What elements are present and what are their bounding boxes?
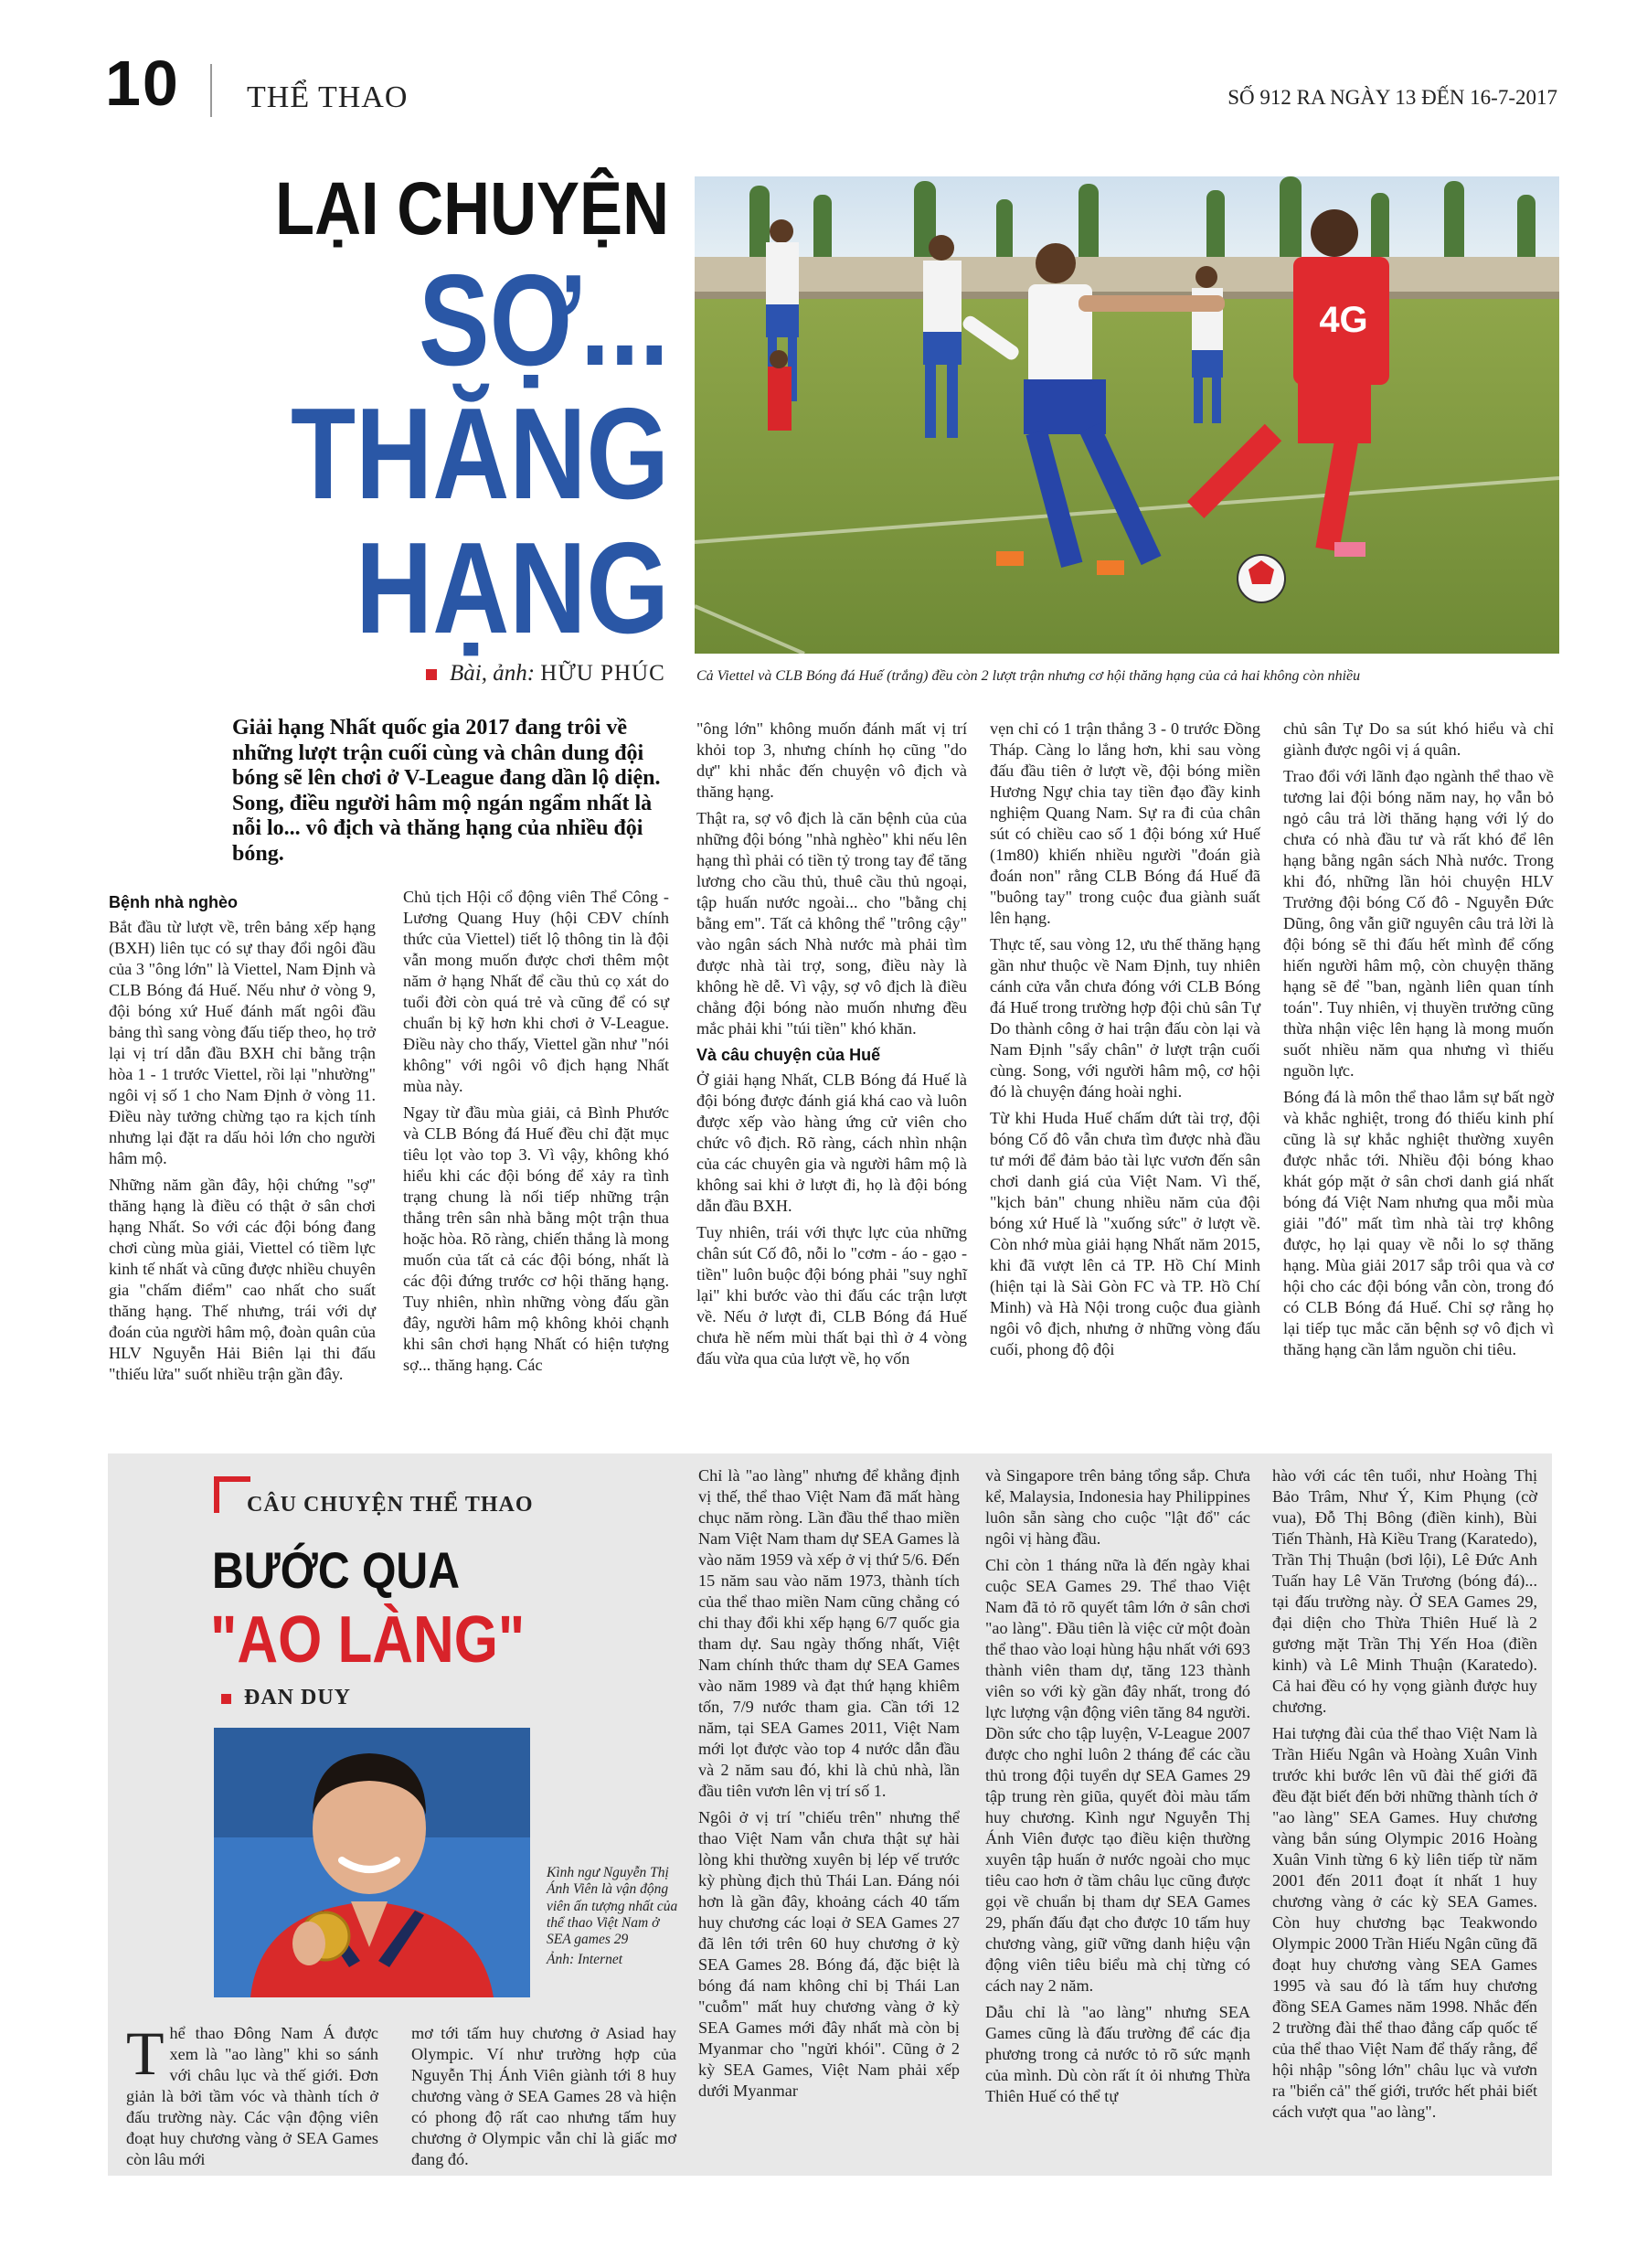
paragraph: Trao đổi với lãnh đạo ngành thể thao về tương lai đội bóng năm nay, họ vẫn bỏ ngỏ câu trả lời thăng hạng với lý do chưa có nhà đầu tư và rất khó để lên hạng bằng ngân sách Nhà nước. Trong khi đó, những lần hỏi chuyện HLV Trưởng đội bóng Cố đô - Nguyễn Đức Dũng, ông vẫn giữ nguyên câu trả lời là đội bóng sẽ thi đấu hết mình để cống hiến người hâm mộ, còn chuyện thăng hạng sẽ để "ban, ngành liên quan tính toán". Tuy nhiên, vị thuyền trưởng cũng thừa nhận việc lên hạng là mong muốn suốt nhiều năm qua nhưng vì thiếu nguồn lực. [1283, 767, 1554, 1081]
article2-paragraph: mơ tới tấm huy chương ở Asiad hay Olympic. Ví như trường hợp của Nguyễn Thị Ánh Viên giành tới 8 huy chương vàng ở SEA Games 28 và hiện có phong độ rất cao nhưng tấm huy chương ở Olympic vẫn chỉ là giấc mơ đang đó. [411, 2024, 676, 2169]
paragraph: Bóng đá là môn thể thao lắm sự bất ngờ và khắc nghiệt, trong đó thiếu kinh phí cũng là sự khắc nghiệt thường xuyên được nhắc tới. Nhiều đội bóng khao khát góp mặt ở sân chơi danh giá nhất bóng đá Việt Nam nhưng qua mỗi mùa giải "đó" mất tìm nhà tài trợ không được, họ lại quay về nỗi lo sợ thăng hạng. Mùa giải 2017 sắp trôi qua và cơ hội cho các đội bóng vẫn còn, trong đó có CLB Bóng đá Huế. Chỉ sợ rằng họ lại tiếp tục mắc căn bệnh sợ vô địch vì thăng hạng cần lắm nguồn chi tiêu. [1283, 1088, 1554, 1359]
paragraph: Thực tế, sau vòng 12, ưu thế thăng hạng gần như thuộc về Nam Định, tuy nhiên cánh cửa vẫn chưa đóng với CLB Bóng đá Huế trong trường hợp đội chủ sân Tự Do thành công ở hai trận đấu còn lại và Nam Định "sẩy chân" ở lượt trận cuối cùng. Song, với người hâm mộ, cơ hội đó là chuyện đáng hoài nghi. [990, 935, 1260, 1102]
article2-column-2 [411, 2023, 676, 2176]
article1-column-3 [696, 719, 967, 1375]
lead-paragraph: Giải hạng Nhất quốc gia 2017 đang trôi về những lượt trận cuối cùng và chân dung đội bóng sẽ lên chơi ở V-League đang dần lộ diện. Song, điều người hâm mộ ngán ngẩm nhất là nỗi lo... vô địch và thăng hạng của nhiều đội bóng. [232, 716, 661, 866]
article2-column-4 [985, 1465, 1250, 2113]
kicker-bracket-icon [214, 1476, 250, 1513]
photo-caption: Cả Viettel và CLB Bóng đá Huế (trắng) đều còn 2 lượt trận nhưng cơ hội thăng hạng của cả hai không còn nhiều [696, 668, 1361, 684]
football-match-illustration [695, 176, 1559, 654]
subheading: Và câu chuyện của Huế [696, 1046, 881, 1065]
paragraph: vẹn chỉ có 1 trận thắng 3 - 0 trước Đồng Tháp. Càng lo lắng hơn, khi sau vòng đấu đầu tiên ở lượt về, đội bóng miền Hương Ngự chia tay tiền đạo đầy kinh nghiệm Quang Nam. Sự ra đi của chân sút có chiều cao số 1 đội bóng xứ Huế (1m80) khiến nhiều người "đoán già đoán non" rằng CLB Bóng đá Huế đã "buông tay" trong cuộc đua giành suất lên hạng. [990, 719, 1260, 928]
issue-info: SỐ 912 RA NGÀY 13 ĐẾN 16-7-2017 [1227, 86, 1557, 109]
headline2-line2: "AO LÀNG" [210, 1603, 526, 1677]
paragraph: Chỉ là "ao làng" nhưng để khẳng định vị thế, thể thao Việt Nam đã mất hàng chục năm ròng. Lần đầu thể thao miền Nam Việt Nam tham dự SEA Games là vào năm 1959 và xếp ở vị thứ 5/6. Đến 15 năm sau vào năm 1973, thành tích của thể thao miền Nam cũng chẳng có chi thay đổi khi xếp hạng 6/7 quốc gia tham dự. Sau ngày thống nhất, Việt Nam chính thức tham dự SEA Games vào năm 1989 và đạt thứ hạng khiêm tốn, 7/9 nước tham gia. Cần tới 12 năm, tại SEA Games 2011, Việt Nam mới lọt được vào top 4 nước dẫn đầu và 2 năm sau đó, khi là chủ nhà, lần đầu tiên vươn lên vị trí số 1. [698, 1466, 960, 1801]
paragraph: hào với các tên tuổi, như Hoàng Thị Bảo Trâm, Như Ý, Kim Phụng (cờ vua), Đỗ Thị Bông (điền kinh), Bùi Tiến Thành, Hà Kiều Trang (Karatedo), Trần Thị Thuận (bơi lội), Lê Đức Anh Tuấn hay Lê Văn Trương (bóng đá)... tại đấu trường này. Ở SEA Games 29, đại diện cho Thừa Thiên Huế là 2 gương mặt Trần Thị Yến Hoa (điền kinh) và Lê Minh Thuận (Karatedo). Cả hai đều có hy vọng giành được huy chương. [1272, 1466, 1537, 1717]
article1-column-2 [403, 887, 669, 1381]
header-divider [210, 64, 212, 117]
article2-column-5 [1272, 1465, 1537, 2128]
article1-column-1 [109, 889, 376, 1390]
swimmer-photo [214, 1728, 530, 1997]
paragraph: "ông lớn" không muốn đánh mất vị trí khỏi top 3, nhưng chính họ cũng "do dự" khi nhắc đến chuyện vô địch và thăng hạng. [696, 719, 967, 802]
bullet-square-icon [221, 1694, 231, 1704]
paragraph: và Singapore trên bảng tổng sắp. Chưa kể, Malaysia, Indonesia hay Philippines luôn sẵn sàng cho cuộc "lật đổ" các ngôi vị hàng đầu. [985, 1466, 1250, 1549]
article2-intro: hể thao Đông Nam Á được xem là "ao làng" khi so sánh với châu lục và thế giới. Đơn giản là bởi tầm vóc và thành tích ở đấu trường này. Các vận động viên đoạt huy chương vàng ở SEA Games còn lâu mới [126, 2024, 378, 2169]
byline-author: HỮU PHÚC [540, 661, 665, 686]
page-number: 10 [105, 48, 180, 119]
football-match-photo [695, 176, 1559, 654]
kicker: CÂU CHUYỆN THỂ THAO [247, 1493, 534, 1517]
byline2-author: ĐAN DUY [244, 1686, 351, 1709]
bullet-square-icon [426, 669, 437, 680]
paragraph: Chỉ còn 1 tháng nữa là đến ngày khai cuộc SEA Games 29. Thể thao Việt Nam đã tỏ rõ quyết tâm lớn ở sân chơi "ao làng". Đầu tiên là việc cử một đoàn thể thao vào loại hùng hậu nhất với 693 thành viên tham dự, tăng 123 thành viên so với kỳ gần đây nhất, trong đó lực lượng vận động viên tăng 84 người. Dồn sức cho tập luyện, V-League 2007 được cho nghỉ luôn 2 tháng để các cầu thủ trong đội tuyển dự SEA Games 29 tập trung rèn giũa, quyết đòi màu tấm huy chương. Kình ngư Nguyễn Thị Ánh Viên được tạo điều kiện thường xuyên tập huấn ở nước ngoài cho mục tiêu cao hơn ở tầm châu lục cũng được gọi về chuẩn bị tham dự SEA Games 29, phấn đấu đạt cho được 10 tấm huy chương vàng, giữ vững danh hiệu vận động viên tiêu biểu mà chị từng có cách nay 2 năm. [985, 1556, 1250, 1996]
article1-column-4 [990, 719, 1260, 1366]
article2-column-3 [698, 1465, 960, 2107]
paragraph: Dẫu chỉ là "ao làng" nhưng SEA Games cũng là đấu trường để các địa phương trong cả nước tỏ rõ sức mạnh của mình. Dù còn rất ít ỏi nhưng Thừa Thiên Huế có thể tự [985, 2003, 1250, 2106]
paragraph: Tuy nhiên, trái với thực lực của những chân sút Cố đô, nỗi lo "cơm - áo - gạo - tiền" luôn buộc đội bóng phải "suy nghĩ lại" khi bước vào thi đấu các trận lượt về. Nếu ở lượt đi, CLB Bóng đá Huế chưa hề nếm mùi thất bại thì ở 4 vòng đấu vừa qua của lượt về, họ vốn [696, 1223, 967, 1368]
subheading: Bệnh nhà nghèo [109, 893, 238, 911]
photo2-credit: Ảnh: Internet [547, 1952, 623, 1968]
byline2 [221, 1686, 351, 1710]
paragraph: chủ sân Tự Do sa sút khó hiểu và chỉ giành được ngôi vị á quân. [1283, 719, 1554, 760]
paragraph: Ở giải hạng Nhất, CLB Bóng đá Huế là đội bóng được đánh giá khá cao và luôn được xếp vào hàng ứng cử viên cho chức vô địch. Rõ ràng, cách nhìn nhận của các chuyên gia và người hâm mộ là không sai khi ở lượt đi, họ là đội bóng dẫn đầu BXH. [696, 1070, 967, 1216]
byline [426, 661, 665, 687]
paragraph: Ngay từ đầu mùa giải, cả Bình Phước và CLB Bóng đá Huế đều chỉ đặt mục tiêu lọt vào top 3. Vì vậy, không khó hiểu khi các đội bóng để xảy ra tình trạng chung là nối tiếp những trận thắng trên sân nhà bằng một trận thua hoặc hòa. Rõ ràng, chiến thắng là mong muốn của tất cả các đội bóng, nhất là các đội đứng trước cơ hội thăng hạng. Tuy nhiên, nhìn những vòng đấu gần đây, người hâm mộ không khỏi chạnh khi sân chơi hạng Nhất có hiện tượng sợ... thăng hạng. Các [403, 1103, 669, 1375]
photo2-caption: Kình ngư Nguyễn Thị Ánh Viên là vận động viên ấn tượng nhất của thể thao Việt Nam ở SEA games 29 [547, 1865, 678, 1948]
section-title: THỂ THAO [247, 80, 409, 114]
headline-line4: HẠNG [356, 515, 669, 661]
paragraph: Thật ra, sợ vô địch là căn bệnh của của những đội bóng "nhà nghèo" khi nếu lên hạng thì phải có tiền tỷ trong tay để tăng lương cho cầu thủ, thuê cầu thủ ngoại, tập huấn nước ngoài... cho "bằng chị bằng em". Tất cả không thể "trông cậy" vào ngân sách Nhà nước mà phải tìm được nhà tài trợ, song, điều này là không hề dễ. Vì vậy, sợ vô địch là điều chẳng đội bóng nào muốn nhưng đều mắc phải khi "túi tiền" khó khăn. [696, 809, 967, 1038]
headline2-line1: BƯỚC QUA [212, 1541, 460, 1599]
drop-cap: T [126, 2018, 165, 2088]
photo2-caption-block [547, 1865, 682, 1973]
article1-column-5 [1283, 719, 1554, 1366]
headline-main [233, 248, 669, 661]
article2-column-1 [126, 2018, 378, 2176]
paragraph: Chủ tịch Hội cổ động viên Thể Công - Lương Quang Huy (hội CĐV chính thức của Viettel) tiết lộ thông tin là đội vẫn mong muốn được chơi thêm một năm ở hạng Nhất để cầu thủ cọ xát do tuổi đời còn quá trẻ và cũng để có sự chuẩn bị kỹ hơn khi chơi ở V-League. Điều này cho thấy, Viettel gần như "nói không" với ngôi vô địch hạng Nhất mùa này. [403, 888, 669, 1096]
headline-line2: SỢ... [418, 248, 669, 393]
paragraph: Bắt đầu từ lượt về, trên bảng xếp hạng (BXH) liên tục có sự thay đổi ngôi đầu của 3 "ông lớn" là Viettel, Nam Định và CLB Bóng đá Huế. Nếu như ở vòng 9, đội bóng xứ Huế đánh mất ngôi đầu bảng thì sang vòng đấu tiếp theo, họ trở lại vị trí dẫn đầu BXH chỉ bằng trận hòa 1 - 1 trước Viettel, rồi lại "nhường" ngôi vị số 1 cho Nam Định ở vòng 11. Điều này tưởng chừng tạo ra kịch tính nhưng lại đặt ra dấu hỏi lớn cho người hâm mộ. [109, 917, 376, 1167]
paragraph: Từ khi Huda Huế chấm dứt tài trợ, đội bóng Cố đô vẫn chưa tìm được nhà đầu tư mới để đảm bảo tài lực vươn đến sân chơi danh giá của Việt Nam. Vì thế, "kịch bản" chung nhiều năm của đội bóng xứ Huế là "xuống sức" ở lượt về. Còn nhớ mùa giải hạng Nhất năm 2015, khi đã vượt lên cả TP. Hồ Chí Minh (hiện tại là Sài Gòn FC và TP. Hồ Chí Minh) và Hà Nội trong cuộc đua giành ngôi vô địch, nhưng ở những vòng đấu cuối, phong độ đội [990, 1109, 1260, 1359]
paragraph: Hai tượng đài của thể thao Việt Nam là Trần Hiếu Ngân và Hoàng Xuân Vinh trước khi bước lên vũ đài thế giới đã đều đặt biết đến bởi những thành tích ở "ao làng" SEA Games. Huy chương vàng bắn súng Olympic 2016 Hoàng Xuân Vinh từng 6 kỳ liên tiếp từ năm 2001 đến 2011 đoạt ít nhất 1 huy chương vàng ở các kỳ SEA Games. Còn huy chương bạc Teakwondo Olympic 2000 Trần Hiếu Ngân cũng đã đoạt huy chương vàng SEA Games 1995 và sau đó là tấm huy chương đồng SEA Games năm 1998. Nhắc đến 2 trường đài thể thao đẳng cấp quốc tế của thể thao Việt Nam để thấy rằng, để hội nhập "sông lớn" châu lục và vươn ra "biển cả" thế giới, trước hết phải biết cách vượt qua "ao làng". [1272, 1724, 1537, 2122]
headline-line1: LẠI CHUYỆN [275, 167, 669, 250]
headline-line3: THĂNG [291, 381, 669, 527]
swimmer-medal-illustration [214, 1728, 530, 1997]
paragraph: Những năm gần đây, hội chứng "sợ" thăng hạng là điều có thật ở sân chơi hạng Nhất. So với các đội bóng đang chơi cùng mùa giải, Viettel có tiềm lực kinh tế nhất và cũng được nhiều chuyên gia "chấm điểm" cao nhất cho suất thăng hạng. Thế nhưng, trái với dự đoán của người hâm mộ, đoàn quân của HLV Nguyễn Hải Biên lại thi đấu "thiếu lửa" suốt nhiều trận gần đây. [109, 1175, 376, 1384]
byline-label: Bài, ảnh: [450, 661, 536, 686]
jersey-text: 4G [1319, 300, 1368, 340]
paragraph: Ngôi ở vị trí "chiếu trên" nhưng thể thao Việt Nam vẫn chưa thật sự hài lòng khi thường xuyên bị lép vế trước kỳ phùng địch thủ Thái Lan. Đáng nói hơn là gần đây, khoảng cách 40 tấm huy chương các loại ở SEA Games 27 đã lên tới trên 60 huy chương ở kỳ SEA Games 28. Bóng đá, đặc biệt là bóng đá nam không chỉ bị Thái Lan "cuỗm" mất huy chương vàng ở kỳ SEA Games mới đây nhất mà còn bị Myanmar cho "ngửi khói". Cũng ở 2 kỳ SEA Games, Việt Nam phải xếp dưới Myanmar [698, 1808, 960, 2101]
